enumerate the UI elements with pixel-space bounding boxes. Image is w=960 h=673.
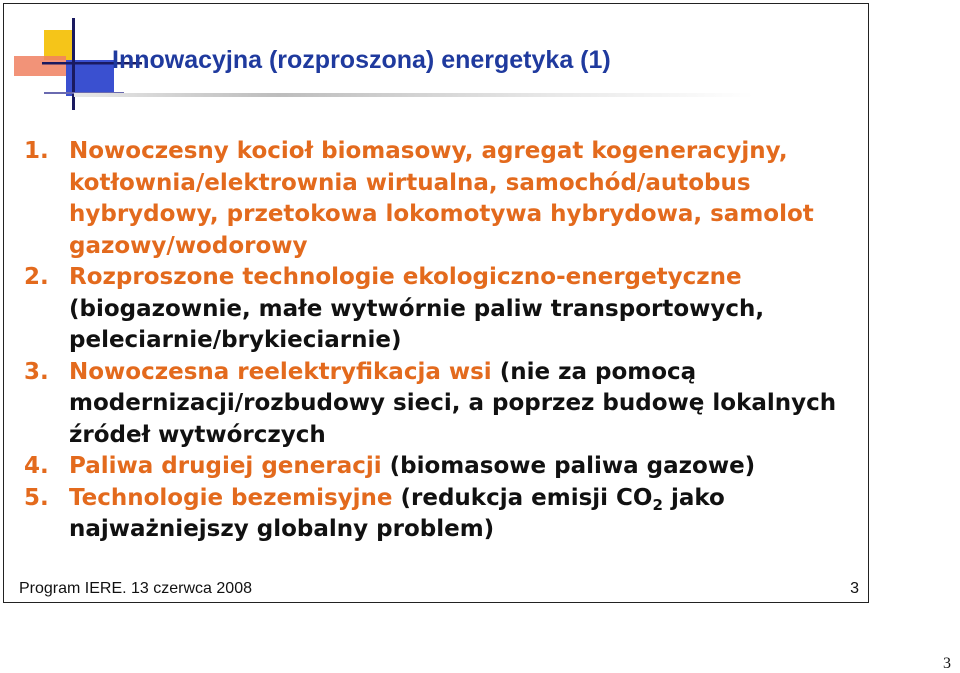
item-number: 5.	[24, 484, 49, 511]
item-text: (biogazownie, małe wytwórnie paliw transportowych, peleciarnie/brykieciarnie)	[69, 295, 765, 353]
slide	[3, 3, 869, 603]
footer-caption: Program IERE. 13 czerwca 2008	[19, 580, 252, 597]
item-text: (biomasowe paliwa gazowe)	[381, 453, 756, 479]
item-highlight: Nowoczesna reelektryfikacja wsi	[69, 358, 492, 385]
title-underline	[74, 93, 754, 97]
item-highlight: Rozproszone technologie ekologiczno-energetyczne	[69, 264, 742, 290]
item-number: 3.	[24, 358, 49, 385]
list-item	[24, 357, 864, 452]
list-item	[24, 136, 864, 262]
item-highlight: Technologie bezemisyjne	[69, 484, 393, 511]
page-number: 3	[943, 655, 951, 672]
item-highlight: Nowoczesny kocioł biomasowy, agregat kogeneracyjny, kotłownia/elektrownia wirtualna, samochód/autobus hybrydowy, przetokowa lokomotywa hybrydowa, samolot gazowy/wodorowy	[69, 138, 814, 259]
item-number: 1.	[24, 138, 49, 164]
item-text-before: (redukcja emisji CO	[392, 484, 653, 511]
item-number: 4.	[24, 453, 49, 479]
list-item	[24, 483, 864, 546]
footer-slide-number: 3	[850, 580, 859, 597]
item-text: (nie za pomocą modernizacji/rozbudowy sieci, a poprzez budowę lokalnych źródeł wytwórczych	[69, 358, 837, 448]
bullet-list	[24, 136, 864, 546]
co2-subscript: 2	[652, 495, 663, 514]
list-item	[24, 451, 864, 483]
item-text-after: jako najważniejszy globalny problem)	[69, 484, 725, 542]
list-item	[24, 262, 864, 357]
slide-title: Innowacyjna (rozproszona) energetyka (1)	[112, 46, 611, 74]
item-number: 2.	[24, 264, 49, 290]
item-highlight: Paliwa drugiej generacji	[69, 453, 382, 479]
